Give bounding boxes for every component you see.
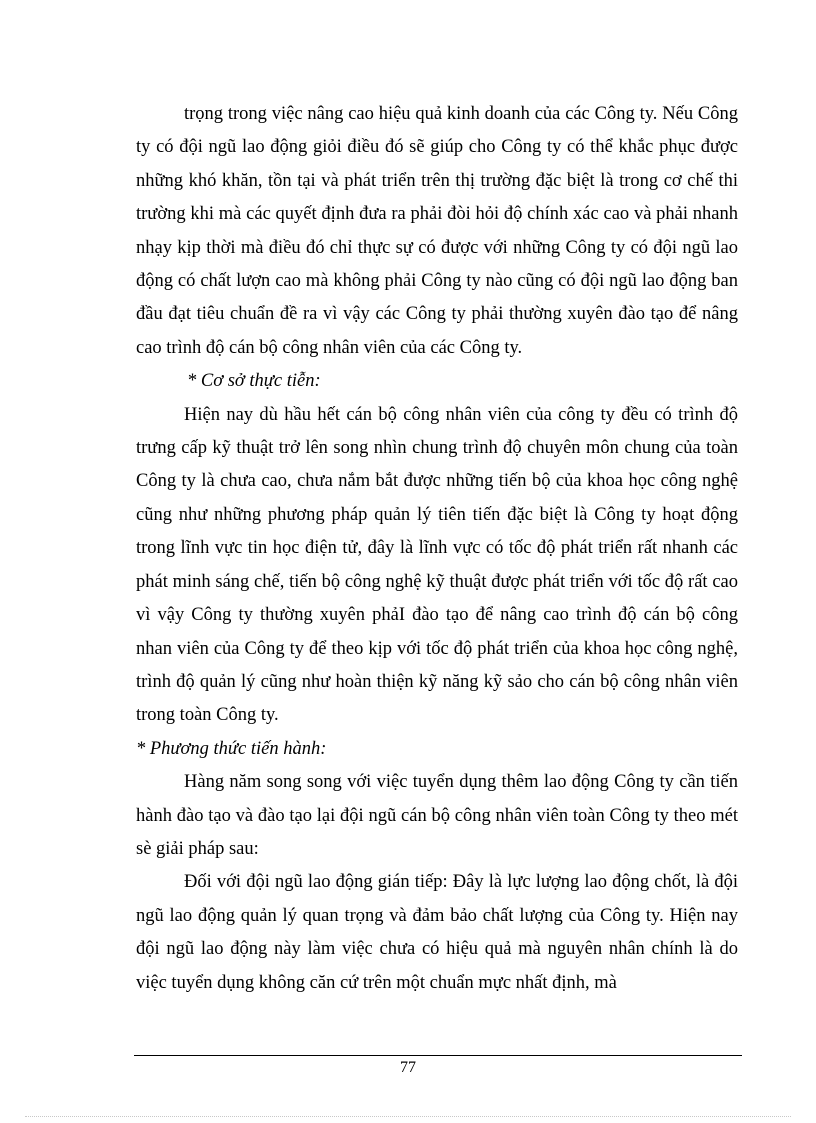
paragraph-indirect-labor: Đối với đội ngũ lao động gián tiếp: Đây là lực lượng lao động chốt, là đội ngũ lao động quản lý quan trọng và đảm bảo chất lượng của Công ty. Hiện nay đội ngũ lao động này làm việc chưa có hiệu quả mà nguyên nhân chính là do việc tuyển dụng không căn cứ trên một chuẩn mực nhất định, mà <box>136 872 738 993</box>
subheading-practical-basis: * Cơ sở thực tiễn: <box>187 371 321 392</box>
paragraph-current-situation: Hiện nay dù hầu hết cán bộ công nhân viên của công ty đều có trình độ trưng cấp kỹ thuật trở lên song nhìn chung trình độ chuyên môn chung của toàn Công ty là chưa cao, chưa nắm bắt được những tiến bộ của khoa học công nghệ cũng như những phương pháp quản lý tiên tiến đặc biệt là Công ty hoạt động trong lĩnh vực tin học điện tử, đây là lĩnh vực có tốc độ phát triển rất nhanh các phát minh sáng chế, tiến bộ công nghệ kỹ thuật được phát triển với tốc độ rất cao vì vậy Công ty thường xuyên phảI đào tạo để nâng cao trình độ cán bộ công nhan viên của Công ty để theo kịp với tốc độ phát triển của khoa học công nghệ, trình độ quản lý cũng như hoàn thiện kỹ năng kỹ sảo cho cán bộ công nhân viên trong toàn Công ty. <box>136 404 738 726</box>
page-number: 77 <box>400 1059 416 1076</box>
subheading-implementation-method: * Phương thức tiến hành: <box>136 738 327 759</box>
page-body <box>136 98 738 1000</box>
page-edge-divider <box>25 1116 791 1117</box>
paragraph-annual-training: Hàng năm song song với việc tuyển dụng thêm lao động Công ty cần tiến hành đào tạo và đào tạo lại đội ngũ cán bộ công nhân viên toàn Công ty theo mét sè giải pháp sau: <box>136 772 738 859</box>
paragraph-continuation: trọng trong việc nâng cao hiệu quả kinh doanh của các Công ty. Nếu Công ty có đội ngũ lao động giỏi điều đó sẽ giúp cho Công ty có thể khắc phục được những khó khăn, tồn tại và phát triển trên thị trường đặc biệt là trong cơ chế thi trường khi mà các quyết định đưa ra phải đòi hỏi độ chính xác cao và phải nhanh nhạy kịp thời mà điều đó chỉ thực sự có được với những Công ty có đội ngũ lao động có chất lượn cao mà không phải Công ty nào cũng có đội ngũ lao động ban đầu đạt tiêu chuẩn đề ra vì vậy các Công ty phải thường xuyên đào tạo để nâng cao trình độ cán bộ công nhân viên của các Công ty. <box>136 104 738 358</box>
footer-divider <box>134 1055 742 1056</box>
